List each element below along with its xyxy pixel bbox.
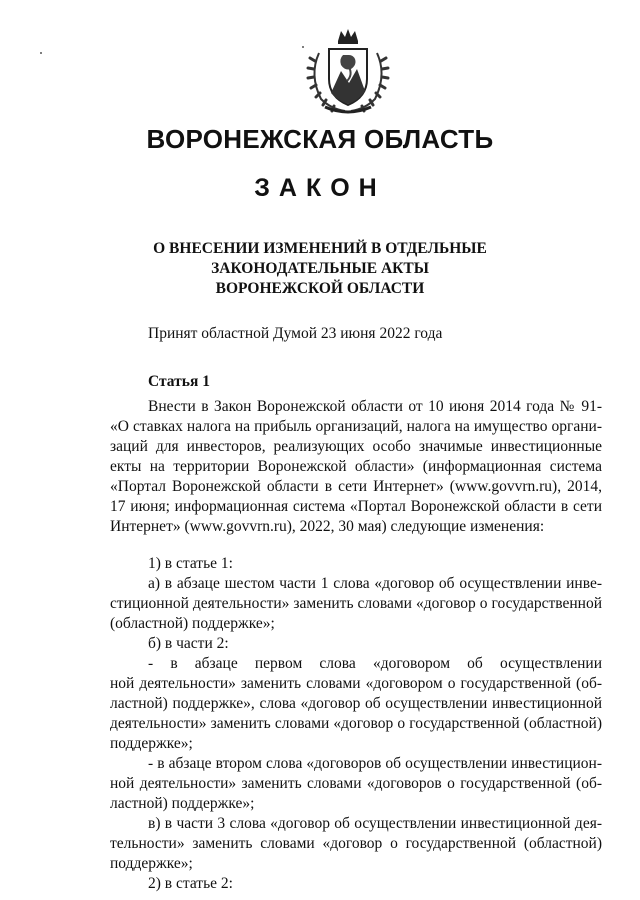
scan-speck <box>302 46 304 48</box>
text-line: ластной) поддержке», слова «договор об осуществлении инвестиционной <box>110 695 602 712</box>
text-line: - в абзаце первом слова «договором об осуществлении <box>148 655 602 672</box>
text-line: стиционной деятельности» заменить словами «договор о государственной <box>110 595 602 612</box>
text-line: 2) в статье 2: <box>148 875 233 892</box>
text-line: тельности» заменить словами «договор о государственной (областной) <box>110 835 602 852</box>
text-line: ной деятельности» заменить словами «договором о государственной (об- <box>110 675 602 692</box>
article-body <box>110 397 602 894</box>
law-heading-line: ВОРОНЕЖСКОЙ ОБЛАСТИ <box>215 280 425 297</box>
law-heading-line: ЗАКОНОДАТЕЛЬНЫЕ АКТЫ <box>211 260 429 277</box>
text-line: екты на территории Воронежской области» (информационная система <box>110 458 602 475</box>
text-line: а) в абзаце шестом части 1 слова «договор об осуществлении инве- <box>148 575 602 592</box>
text-line: деятельности» заменить словами «договор о государственной (областной) <box>110 715 602 732</box>
text-line: в) в части 3 слова «договор об осуществлении инвестиционной дея- <box>148 815 602 832</box>
text-line: Внести в Закон Воронежской области от 10 июня 2014 года № 91- <box>148 398 602 415</box>
text-line: б) в части 2: <box>148 635 229 652</box>
scan-speck <box>40 52 42 54</box>
coat-of-arms-emblem <box>303 27 393 115</box>
text-line: «О ставках налога на прибыль организаций, налога на имущество органи- <box>110 418 602 435</box>
region-title: ВОРОНЕЖСКАЯ ОБЛАСТЬ <box>146 124 494 154</box>
text-line: поддержке»; <box>110 855 193 872</box>
text-line: - в абзаце втором слова «договоров об осуществлении инвестицион- <box>148 755 602 772</box>
text-line: ластной) поддержке»; <box>110 795 255 812</box>
adoption-date: Принят областной Думой 23 июня 2022 года <box>148 325 443 342</box>
text-line: Интернет» (www.govvrn.ru), 2022, 30 мая) следующие изменения: <box>110 518 545 535</box>
law-heading-line: О ВНЕСЕНИИ ИЗМЕНЕНИЙ В ОТДЕЛЬНЫЕ <box>153 240 487 257</box>
text-line: ной деятельности» заменить словами «договоров о государственной (об- <box>110 775 602 792</box>
text-line: поддержке»; <box>110 735 193 752</box>
text-line: заций для инвесторов, реализующих особо значимые инвестиционные <box>110 438 602 455</box>
text-line: «Портал Воронежской области в сети Интернет» (www.govvrn.ru), 2014, <box>110 478 602 495</box>
article-heading: Статья 1 <box>148 373 210 390</box>
text-line: 1) в статье 1: <box>148 555 233 572</box>
law-type-title: ЗАКОН <box>254 174 386 202</box>
text-line: 17 июня; информационная система «Портал Воронежской области в сети <box>110 498 602 515</box>
text-line: (областной) поддержке»; <box>110 615 275 632</box>
law-heading <box>0 239 640 299</box>
